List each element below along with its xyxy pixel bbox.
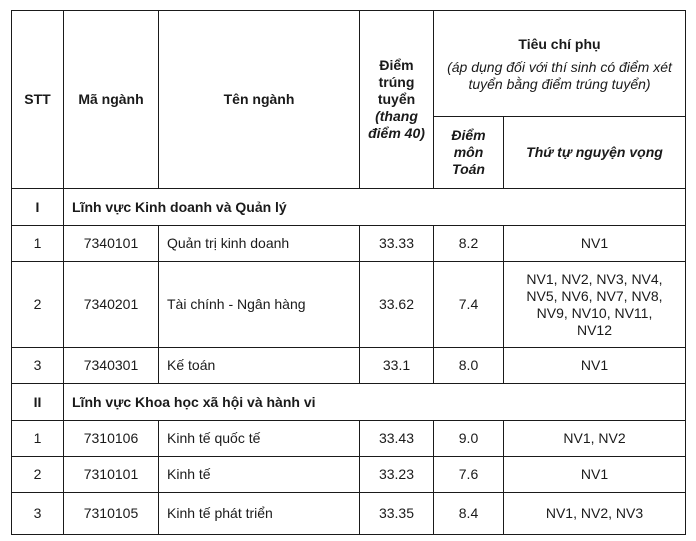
cell-name: Tài chính - Ngân hàng	[159, 262, 360, 348]
header-diem-trung-tuyen	[360, 11, 434, 189]
cell-score: 33.33	[360, 226, 434, 262]
cell-name: Kế toán	[159, 348, 360, 384]
table-row	[12, 493, 686, 535]
cell-math: 8.2	[434, 226, 504, 262]
cell-stt: 2	[12, 262, 64, 348]
cell-nv: NV1, NV2	[504, 421, 686, 457]
header-ma-nganh: Mã ngành	[64, 11, 159, 189]
cell-code: 7340101	[64, 226, 159, 262]
header-thang-diem: (thang điểm 40)	[368, 108, 425, 141]
header-tieu-chi-phu	[434, 11, 686, 117]
cell-score: 33.35	[360, 493, 434, 535]
cell-nv: NV1, NV2, NV3	[504, 493, 686, 535]
table-row	[12, 421, 686, 457]
group-index: II	[12, 384, 64, 421]
header-ten-nganh: Tên ngành	[159, 11, 360, 189]
cell-name: Quản trị kinh doanh	[159, 226, 360, 262]
cell-math: 8.0	[434, 348, 504, 384]
header-tieu-chi-phu-note: (áp dụng đối với thí sinh có điểm xét tuyển bằng điểm trúng tuyển)	[447, 59, 672, 92]
cell-stt: 1	[12, 421, 64, 457]
cell-code: 7340301	[64, 348, 159, 384]
header-diem-trung-tuyen-label: Điểm trúng tuyển	[377, 57, 416, 107]
cell-stt: 3	[12, 493, 64, 535]
cell-nv: NV1	[504, 348, 686, 384]
header-stt: STT	[12, 11, 64, 189]
cell-math: 7.4	[434, 262, 504, 348]
cell-stt: 2	[12, 457, 64, 493]
cell-name: Kinh tế phát triển	[159, 493, 360, 535]
group-row	[12, 384, 686, 421]
header-row-1	[12, 11, 686, 117]
cell-math: 7.6	[434, 457, 504, 493]
table-row	[12, 348, 686, 384]
group-index: I	[12, 189, 64, 226]
header-tieu-chi-phu-label: Tiêu chí phụ	[518, 36, 601, 52]
cell-score: 33.23	[360, 457, 434, 493]
cell-name: Kinh tế quốc tế	[159, 421, 360, 457]
cell-code: 7310106	[64, 421, 159, 457]
group-row	[12, 189, 686, 226]
table-row	[12, 457, 686, 493]
cell-score: 33.62	[360, 262, 434, 348]
cell-math: 8.4	[434, 493, 504, 535]
cell-score: 33.43	[360, 421, 434, 457]
cell-score: 33.1	[360, 348, 434, 384]
header-diem-mon-toan: Điểm môn Toán	[434, 117, 504, 189]
table-row	[12, 226, 686, 262]
cell-stt: 1	[12, 226, 64, 262]
cell-code: 7310105	[64, 493, 159, 535]
cell-nv: NV1, NV2, NV3, NV4, NV5, NV6, NV7, NV8, NV9, NV10, NV11, NV12	[504, 262, 686, 348]
group-name: Lĩnh vực Kinh doanh và Quản lý	[64, 189, 686, 226]
group-name: Lĩnh vực Khoa học xã hội và hành vi	[64, 384, 686, 421]
admission-scores-table	[11, 10, 686, 535]
header-thu-tu-nguyen-vong: Thứ tự nguyện vọng	[504, 117, 686, 189]
cell-code: 7340201	[64, 262, 159, 348]
table-row	[12, 262, 686, 348]
cell-stt: 3	[12, 348, 64, 384]
cell-math: 9.0	[434, 421, 504, 457]
cell-code: 7310101	[64, 457, 159, 493]
cell-name: Kinh tế	[159, 457, 360, 493]
cell-nv: NV1	[504, 457, 686, 493]
cell-nv: NV1	[504, 226, 686, 262]
